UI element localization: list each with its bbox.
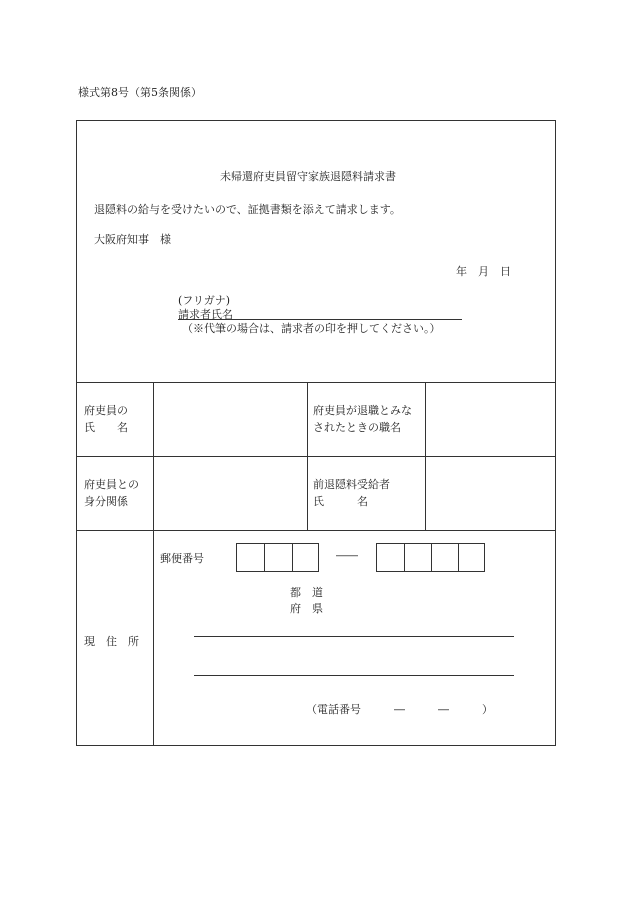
relationship-label: 府吏員との 身分関係: [84, 478, 139, 508]
form-title: 未帰還府吏員留守家族退隠料請求書: [220, 170, 396, 183]
date-field[interactable]: 年 月 日: [456, 265, 511, 278]
label-column-divider: [153, 382, 154, 746]
postal-code-dash: ――: [336, 549, 358, 562]
claimant-name-label: 請求者氏名: [178, 308, 233, 321]
previous-recipient-field[interactable]: [427, 458, 553, 528]
relationship-field[interactable]: [155, 458, 305, 528]
postal-code-label: 郵便番号: [160, 552, 204, 565]
address-line-1[interactable]: [194, 636, 514, 637]
postal-digit-separator: [404, 544, 405, 572]
postal-digit-separator: [292, 544, 293, 572]
table-top-border: [76, 382, 556, 383]
previous-recipient-label: 前退隠料受給者 氏 名: [313, 478, 390, 508]
furigana-label: (フリガナ): [178, 294, 231, 307]
proxy-note: （※代筆の場合は、請求者の印を押してください。）: [182, 322, 441, 335]
post-field[interactable]: [427, 384, 553, 454]
addressee: 大阪府知事 様: [94, 233, 171, 246]
postal-code-boxes-left[interactable]: [236, 543, 319, 572]
intro-text: 退隠料の給与を受けたいので、証拠書類を添えて請求します。: [94, 203, 401, 216]
row-divider-1: [76, 456, 556, 457]
postal-digit-separator: [264, 544, 265, 572]
postal-digit-separator: [431, 544, 432, 572]
mid-column-divider: [307, 382, 308, 530]
postal-digit-separator: [458, 544, 459, 572]
address-line-2[interactable]: [194, 675, 514, 676]
official-name-field[interactable]: [155, 384, 305, 454]
phone-number-field[interactable]: （電話番号 ― ― ）: [306, 703, 493, 716]
post-label: 府吏員が退職とみな されたときの職名: [313, 404, 412, 434]
right-column-divider: [425, 382, 426, 530]
official-name-label: 府吏員の 氏 名: [84, 404, 128, 434]
postal-code-boxes-right[interactable]: [376, 543, 485, 572]
form-id: 様式第8号（第5条関係）: [78, 86, 202, 99]
prefecture-label: 都 道 府 県: [290, 586, 323, 615]
row-divider-2: [76, 530, 556, 531]
address-label: 現 住 所: [84, 635, 139, 648]
